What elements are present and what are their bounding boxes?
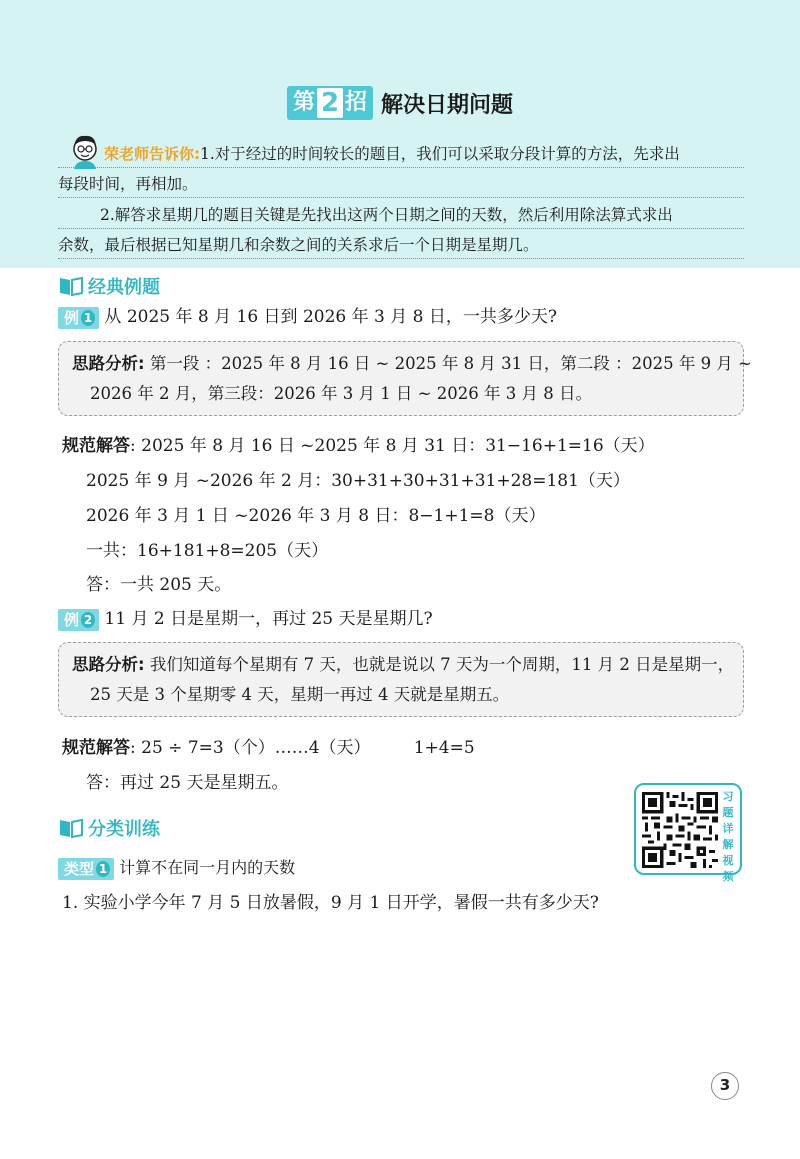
qr-code-box[interactable] xyxy=(634,783,742,883)
example-2-analysis-line-1: 思路分析: 我们知道每个星期有 7 天，也就是说以 7 天为一个周期，11 月 2 日是星期一， xyxy=(72,655,735,674)
example-1-analysis-line-2: 2026 年 2 月，第三段：2026 年 3 月 1 日 ~ 2026 年 3 月 8 日。 xyxy=(90,384,592,403)
qr-side-label: 习 题 详 解 视 频 xyxy=(722,790,734,883)
example-1-answer-line-2: 2025 年 9 月 ~2026 年 2 月：30+31+30+31+31+28=181（天） xyxy=(86,471,630,491)
tip-rule-2 xyxy=(58,197,744,198)
example-1-answer-line-3: 2026 年 3 月 1 日 ~2026 年 3 月 8 日：8−1+1=8（天） xyxy=(86,506,546,526)
section-heading-training: 分类训练 xyxy=(58,815,160,841)
title-badge: 第 2 招 xyxy=(287,86,373,120)
page-title xyxy=(0,86,800,126)
tip-rule-1 xyxy=(58,167,744,168)
type-1-badge: 类型 1 xyxy=(58,858,114,880)
example-2-analysis-line-2: 25 天是 3 个星期零 4 天，星期一再过 4 天就是星期五。 xyxy=(90,685,510,704)
page-number: 3 xyxy=(711,1072,739,1100)
example-2-question: 例 2 11 月 2 日是星期一，再过 25 天是星期几? xyxy=(58,607,433,631)
book-icon xyxy=(58,275,84,297)
tip-line-2: 每段时间，再相加。 xyxy=(58,175,198,193)
example-1-badge: 例 1 xyxy=(58,307,99,329)
tip-rule-3 xyxy=(58,228,744,229)
exercise-1: 1. 实验小学今年 7 月 5 日放暑假，9 月 1 日开学，暑假一共有多少天? xyxy=(62,893,599,913)
section-heading-examples: 经典例题 xyxy=(58,273,160,299)
tip-rule-4 xyxy=(58,258,744,259)
type-1-heading: 类型 1 计算不在同一月内的天数 xyxy=(58,856,295,880)
tip-line-3: 2.解答求星期几的题目关键是先找出这两个日期之间的天数，然后利用除法算式求出 xyxy=(100,206,673,224)
book-icon xyxy=(58,817,84,839)
example-1-answer-line-4: 一共：16+181+8=205（天） xyxy=(86,541,329,561)
tip-label: 荣老师告诉你: xyxy=(104,145,200,163)
tip-line-1: 荣老师告诉你:1.对于经过的时间较长的题目，我们可以采取分段计算的方法，先求出 xyxy=(104,145,680,163)
example-2-answer-line-1: 规范解答: 25 ÷ 7=3（个）……4（天） 1+4=5 xyxy=(62,738,475,758)
example-2-badge: 例 2 xyxy=(58,609,99,631)
tip-line-4: 余数，最后根据已知星期几和余数之间的关系求后一个日期是星期几。 xyxy=(58,236,539,254)
qr-code-icon[interactable] xyxy=(642,791,718,869)
example-1-answer-line-1: 规范解答: 2025 年 8 月 16 日 ~2025 年 8 月 31 日：31−16+1=16（天） xyxy=(62,436,655,456)
example-2-answer-line-2: 答：再过 25 天是星期五。 xyxy=(86,773,289,793)
title-text: 解决日期问题 xyxy=(381,92,514,118)
example-1-analysis-line-1: 思路分析: 第一段 ：2025 年 8 月 16 日 ~ 2025 年 8 月 31 日，第二段 ：2025 年 9 月 ~ xyxy=(72,354,752,373)
example-1-question: 例 1 从 2025 年 8 月 16 日到 2026 年 3 月 8 日，一共多少天? xyxy=(58,305,557,329)
example-1-answer-line-5: 答：一共 205 天。 xyxy=(86,575,232,595)
